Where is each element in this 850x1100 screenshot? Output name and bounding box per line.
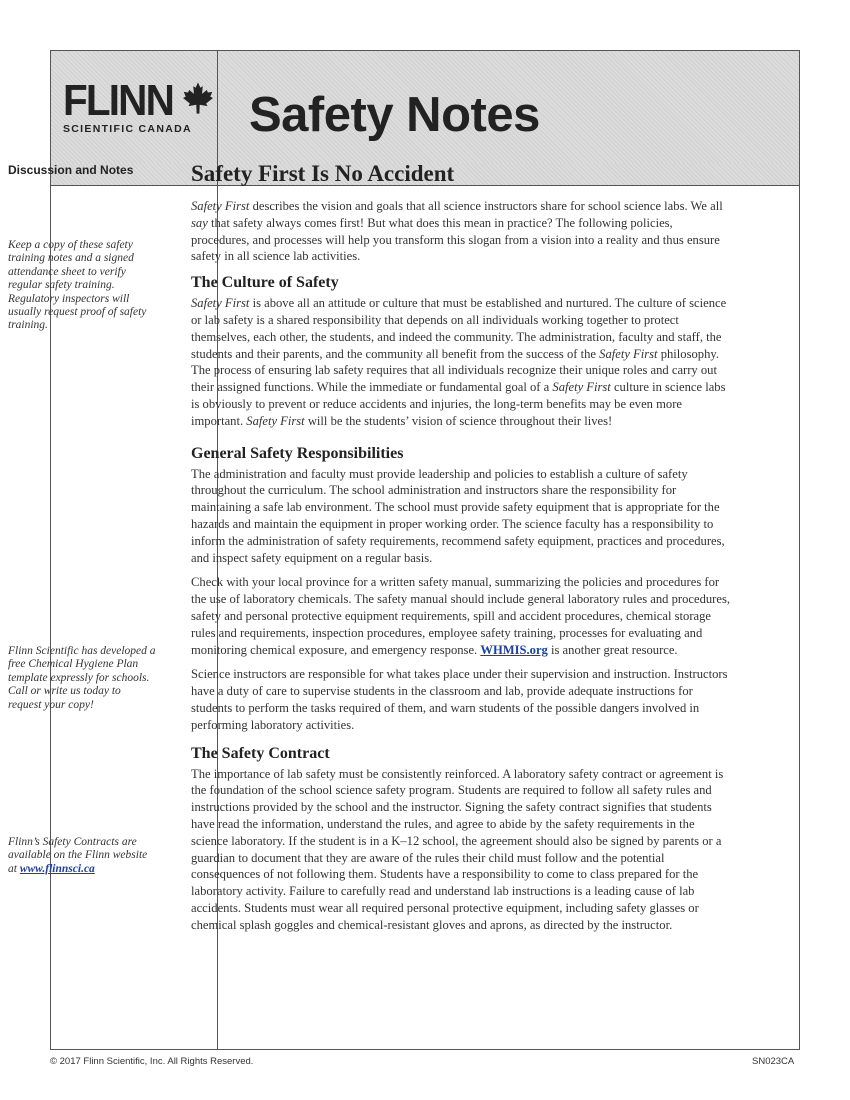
copyright-text: © 2017 Flinn Scientific, Inc. All Rights Reserved. xyxy=(50,1056,254,1067)
culture-paragraph xyxy=(191,295,731,429)
text-run: Check with your local province for a written safety manual, summarizing the policies and procedures for the use of laboratory chemicals. The safety manual should include general laboratory rules and procedures, safety and personal protective equipment requirements, spill and accident procedures, chemical storage rules and requirements, inspection procedures, employee safety training, processes for evaluating and monitoring chemical exposure, and emergency response. xyxy=(191,575,731,657)
flinn-logo xyxy=(63,76,213,139)
intro-paragraph xyxy=(191,198,731,265)
section-heading-general: General Safety Responsibilities xyxy=(191,444,404,462)
emphasis: Safety First xyxy=(191,199,250,213)
section-heading-contract: The Safety Contract xyxy=(191,744,330,762)
text-run: is another great resource. xyxy=(547,642,678,657)
general-paragraph-1: The administration and faculty must provide leadership and policies to establish a culture of safety throughout the curriculum. The school administration and instructors share the responsibility for maintaining a safe lab environment. The school must provide safety equipment that is appropriate for the hazards and maintain the equipment in proper working order. The science faculty has a responsibility to inform the administration of safety requirements, recommend safety equipment, practices and procedures, and inspect safety equipment on a regular basis. xyxy=(191,466,725,565)
sidebar-heading: Discussion and Notes xyxy=(8,163,134,177)
emphasis: Safety First xyxy=(599,346,658,361)
main-content xyxy=(191,160,731,941)
text-run: will be the students’ vision of science throughout their lives! xyxy=(304,413,613,428)
sidebar-note-contracts xyxy=(8,836,156,876)
contract-paragraph: The importance of lab safety must be consistently reinforced. A laboratory safety contract or agreement is the foundation of the school science safety program. Students are required to follow all safety rules and instructions provided by the school and the instructor. Signing the safety contract signifies that students have read the information, understand the rules, and agree to abide by the safety requirements in the science laboratory. If the student is in a K–12 school, the agreement should also be signed by parents or a guardian to document that they are aware of the rules their child must follow and the potential consequences of not following them. Students have a responsibility to come to class prepared for the laboratory activity. Failure to carefully read and understand lab instructions is a leading cause of lab accidents. Students must wear all required personal protective equipment, including safety glasses or chemical splash goggles and chemical-resistant gloves and aprons, as directed by the instructor. xyxy=(191,766,724,932)
general-paragraph-3: Science instructors are responsible for what takes place under their supervision and instruction. Instructors have a duty of care to supervise students in the classroom and lab, provide adequate instructions for students to perform the tasks required of them, and warn students of the possible dangers involved in performing laboratory activities. xyxy=(191,667,728,732)
maple-leaf-icon xyxy=(181,81,215,115)
text-run: describes the vision and goals that all science instructors share for school science labs. We all xyxy=(249,199,723,213)
document-code: SN023CA xyxy=(752,1056,795,1067)
flinnsci-link[interactable]: www.flinnsci.ca xyxy=(19,862,95,875)
logo-subtitle: SCIENTIFIC CANADA xyxy=(63,123,192,135)
logo-wordmark: FLINN xyxy=(63,76,173,125)
emphasis: say xyxy=(191,215,208,230)
sidebar-note-training: Keep a copy of these safety training notes and a signed attendance sheet to verify regular safety training. Regulatory inspectors will usually request proof of safety training. xyxy=(8,239,147,332)
text-run: that safety always comes first! But what does this mean in practice? The following policies, procedures, and processes will help you transform this slogan from a vision into a reality and thus ensure safety in all science lab activities. xyxy=(191,215,720,264)
text-run: philosophy. The process of ensuring lab safety requires that all individuals recognize their unique roles and carry out their assigned functions. While the immediate or fundamental goal of a xyxy=(191,346,720,395)
text-run: culture in science labs is obviously to prevent or reduce accidents and injuries, the long-term benefits may be even more important. xyxy=(191,380,726,428)
emphasis: Safety First xyxy=(246,413,305,428)
sidebar-note-contracts-text: Flinn’s Safety Contracts are available on the Flinn website at xyxy=(8,836,148,875)
sidebar-note-hygiene-plan: Flinn Scientific has developed a free Chemical Hygiene Plan template expressly for schools. Call or write us today to request your copy! xyxy=(8,645,156,711)
emphasis: Safety First xyxy=(552,380,611,395)
general-paragraph-2 xyxy=(191,574,731,658)
whmis-link[interactable]: WHMIS.org xyxy=(480,642,548,657)
text-run: is above all an attitude or culture that must be established and nurtured. The culture of science or lab safety is a shared responsibility that depends on all individuals working together to protect themselves, each other, the students, and indeed the community. The administration, faculty and staff, the students and their parents, and the community all benefit from the success of the xyxy=(191,296,727,361)
article-title: Safety First Is No Accident xyxy=(191,161,455,186)
emphasis: Safety First xyxy=(191,296,250,311)
page-title: Safety Notes xyxy=(249,88,540,142)
section-heading-culture: The Culture of Safety xyxy=(191,274,339,292)
